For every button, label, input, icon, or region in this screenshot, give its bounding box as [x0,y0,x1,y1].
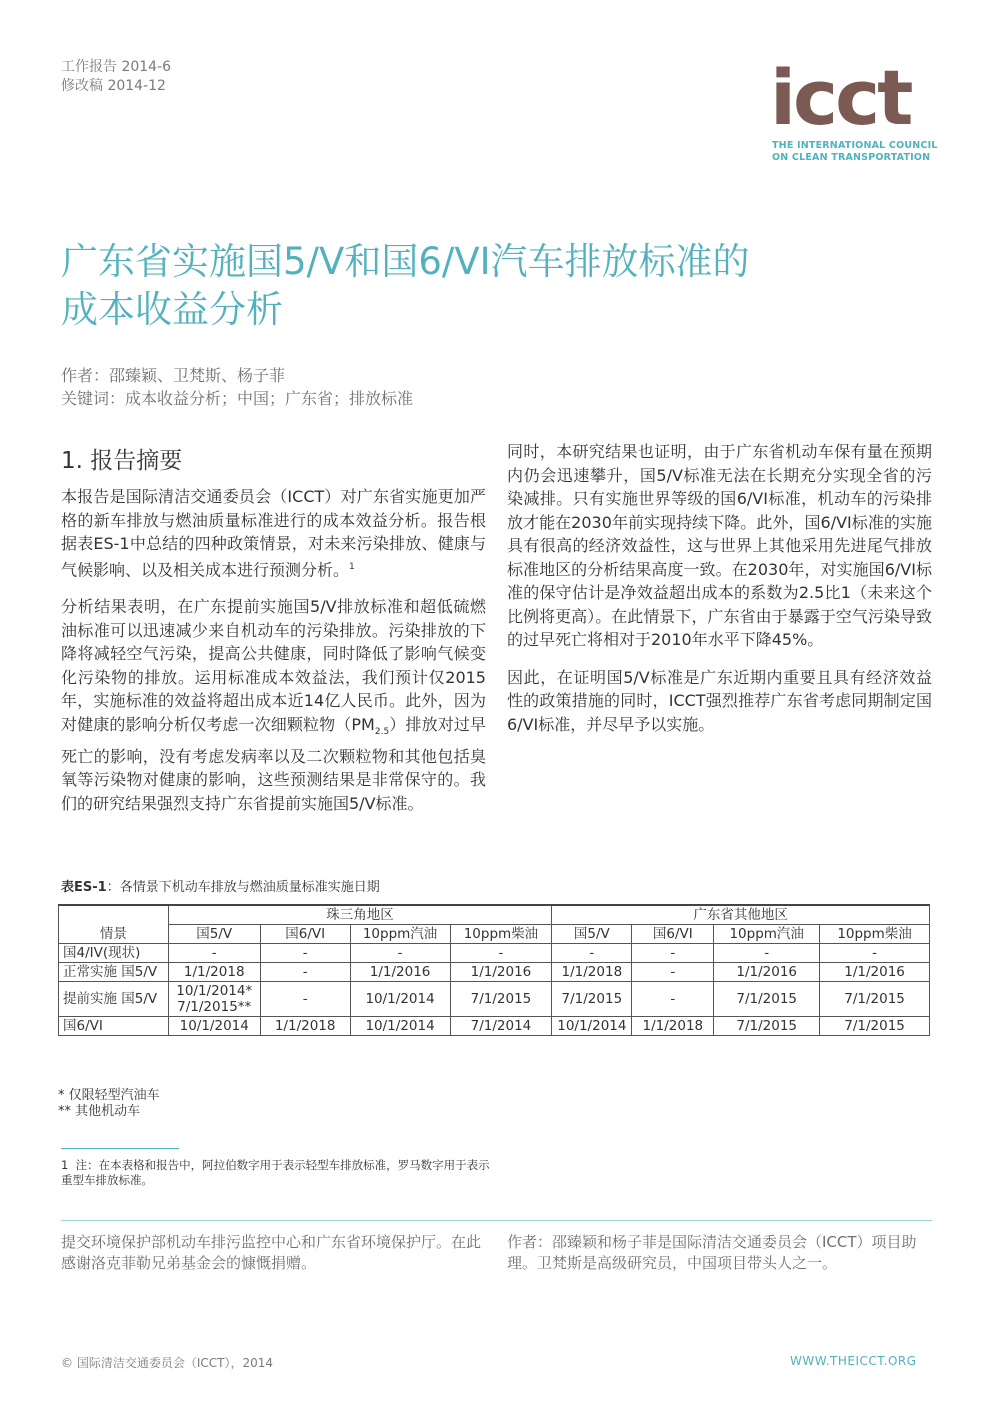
subheader: 10ppm汽油 [714,925,820,944]
table-caption [61,876,380,895]
row-label: 正常实施 国5/V [59,963,169,982]
header-region-prd: 珠三角地区 [168,905,552,925]
table-cell: 1/1/2018 [632,1017,714,1036]
table-caption-label: 表ES-1 [61,880,107,895]
logo-subtitle-line1: THE INTERNATIONAL COUNCIL [772,140,938,151]
footnote [61,1158,491,1188]
subheader: 10ppm汽油 [350,925,450,944]
title-line2: 成本收益分析 [61,288,283,331]
table-header-row [59,905,930,925]
table-cell: - [168,944,260,963]
footnote-text: 注：在本表格和报告中，阿拉伯数字用于表示轻型车排放标准，罗马数字用于表示重型车排放标准。 [61,1158,490,1187]
paragraph-text: 本报告是国际清洁交通委员会（ICCT）对广东省实施更加严格的新车排放与燃油质量标准进行的成本效益分析。报告根据表ES-1中总结的四种政策情景，对未来污染排放、健康与气候影响、以及相关成本进行预测分析。 [61,487,486,579]
section-heading: 1. 报告摘要 [61,448,183,474]
table-row [59,944,930,963]
table-notes [58,1088,160,1120]
icct-logo [770,53,938,168]
table-note: * 仅限轻型汽油车 [58,1088,160,1103]
acknowledgement: 提交环境保护部机动车排污监控中心和广东省环境保护厅。在此感谢洛克菲勒兄弟基金会的慷慨捐赠。 [61,1233,482,1272]
subheader: 国6/VI [260,925,350,944]
header-region-other: 广东省其他地区 [552,905,930,925]
paragraph: 同时，本研究结果也证明，由于广东省机动车保有量在预期内仍会迅速攀升，国5/V标准无法在长期充分实现全省的污染减排。只有实施世界等级的国6/VI标准，机动车的污染排放才能在2030年前实现持续下降。此外，国6/VI标准的实施具有很高的经济效益性，这与世界上其他采用先进尾气排放标准地区的分析结果高度一致。在2030年，对实施国6/VI标准的保守估计是净效益超出成本的系数为2.5比1（未来这个比例将更高）。在此情景下，广东省由于暴露于空气污染导致的过早死亡将相对于2010年水平下降45%。 [507,442,932,649]
table-cell: 1/1/2016 [714,963,820,982]
authors: 作者：邵臻颖、卫梵斯、杨子菲 [61,366,286,385]
table-cell: 10/1/2014* 7/1/2015** [168,982,260,1017]
footnote-divider [61,1148,179,1149]
logo-wordmark: icct [770,53,911,142]
table-cell: 7/1/2015 [714,982,820,1017]
table-cell: 1/1/2018 [260,1017,350,1036]
table-subheader-row [59,925,930,944]
table-cell: - [632,982,714,1017]
table-note: ** 其他机动车 [58,1104,141,1119]
logo-subtitle-line2: ON CLEAN TRANSPORTATION [772,152,931,163]
website-link[interactable]: WWW.THEICCT.ORG [790,1354,917,1368]
table-cell: - [820,944,930,963]
footnote-ref: 1 [349,561,355,572]
paragraph: 因此，在证明国5/V标准是广东近期内重要且具有经济效益性的政策措施的同时，ICCT强烈推荐广东省考虑同期制定国6/VI标准，并尽早予以实施。 [507,667,932,734]
report-number: 工作报告 2014-6 [61,59,172,75]
table-cell: - [260,982,350,1017]
logo-subtitle [772,140,938,164]
table-caption-text: ：各情景下机动车排放与燃油质量标准实施日期 [106,880,380,895]
table-row [59,982,930,1017]
row-label: 提前实施 国5/V [59,982,169,1017]
paragraph-text: ）排放对过早死亡的影响，没有考虑发病率以及二次颗粒物和其他包括臭氧等污染物对健康的影响，这些预测结果是非常保守的。我们的研究结果强烈支持广东省提前实施国5/V标准。 [61,714,486,813]
table-cell: 7/1/2015 [820,982,930,1017]
table-cell: 1/1/2018 [552,963,632,982]
table-cell: - [350,944,450,963]
table-cell: 10/1/2014 [552,1017,632,1036]
table-cell: - [260,944,350,963]
right-column [507,440,932,750]
subheader: 国5/V [168,925,260,944]
bottom-divider [61,1220,932,1221]
subheader: 国6/VI [632,925,714,944]
table-cell: 1/1/2016 [820,963,930,982]
title-line1: 广东省实施国5/V和国6/VI汽车排放标准的 [61,240,750,283]
table-row [59,963,930,982]
row-label: 国6/VI [59,1017,169,1036]
table-cell: - [552,944,632,963]
table-cell: 10/1/2014 [168,1017,260,1036]
table-cell: 7/1/2015 [450,982,552,1017]
table-cell: - [714,944,820,963]
keywords: 关键词：成本收益分析；中国；广东省；排放标准 [61,389,414,408]
copyright: © 国际清洁交通委员会（ICCT），2014 [61,1356,273,1370]
page-title [61,238,921,334]
standards-table [58,904,930,1036]
table-cell: - [632,944,714,963]
paragraph-text: 分析结果表明，在广东提前实施国5/V排放标准和超低硫燃油标准可以迅速减少来自机动车的污染排放。污染排放的下降将减轻空气污染，提高公共健康，同时降低了影响气候变化污染物的排放。运用标准成本效益法，我们预计仅2015年，实施标准的效益将超出成本近14亿人民币。此外，因为对健康的影响分析仅考虑一次细颗粒物（PM [61,597,486,734]
subheader: 10ppm柴油 [820,925,930,944]
subheader: 10ppm柴油 [450,925,552,944]
table-row [59,1017,930,1036]
table-cell: - [260,963,350,982]
author-info: 作者：邵臻颖和杨子菲是国际清洁交通委员会（ICCT）项目助理。卫梵斯是高级研究员，中国项目带头人之一。 [507,1233,917,1272]
table-cell: 1/1/2016 [350,963,450,982]
table-cell: 7/1/2015 [552,982,632,1017]
header-scenario: 情景 [59,905,169,944]
table-cell: 1/1/2016 [450,963,552,982]
paragraph [61,595,486,815]
report-meta [61,58,171,96]
table-cell: - [632,963,714,982]
table-cell: 7/1/2014 [450,1017,552,1036]
paragraph [61,485,486,581]
revision-date: 修改稿 2014-12 [61,78,166,94]
left-column [61,485,486,829]
subheader: 国5/V [552,925,632,944]
subscript: 2.5 [374,727,390,738]
row-label: 国4/IV(现状) [59,944,169,963]
byline [61,364,413,410]
table-cell: 10/1/2014 [350,1017,450,1036]
table-cell: 1/1/2018 [168,963,260,982]
table-cell: 7/1/2015 [820,1017,930,1036]
table-cell: 10/1/2014 [350,982,450,1017]
table-cell: 7/1/2015 [714,1017,820,1036]
footnote-number: 1 [61,1158,69,1172]
table-cell: - [450,944,552,963]
